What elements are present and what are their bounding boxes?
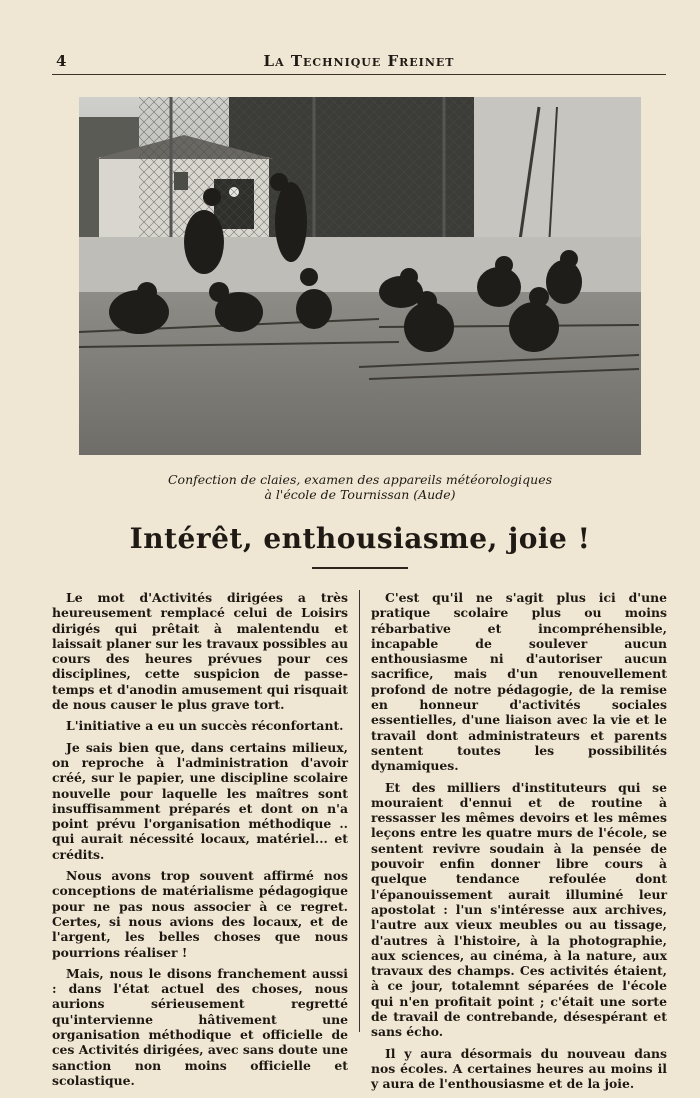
article-headline: Intérêt, enthousiasme, joie ! bbox=[129, 522, 591, 555]
paragraph: Nous avons trop souvent affirmé nos conceptions de matérialisme pédagogique pour ne pas nous associer à ce regret. Certes, si nous avions des locaux, et de l'argent, les belles choses que nous pourrions réaliser ! bbox=[52, 868, 348, 960]
paragraph: Il y aura désormais du nouveau dans nos écoles. A certaines heures au moins il y aura de l'enthousiasme et de la joie. bbox=[371, 1045, 667, 1092]
caption-line-2: à l'école de Tournissan (Aude) bbox=[264, 487, 456, 502]
paragraph: Je sais bien que, dans certains milieux, on reproche à l'administration d'avoir créé, sur le papier, une discipline scolaire nouvelle pour laquelle les maîtres sont insuffisamment préparés et dont on n'a point prévu l'organisation méthodique .. qui aurait nécessité locaux, matériel... et crédits. bbox=[52, 739, 348, 862]
page-number: 4 bbox=[56, 52, 67, 70]
left-column bbox=[52, 590, 348, 1094]
paragraph: C'est qu'il ne s'agit plus ici d'une pratique scolaire plus ou moins rébarbative et incompréhensible, incapable de soulever aucun enthousiasme ni d'autoriser aucun sacrifice, mais d'un renouvellement profond de notre pédagogie, de la remise en honneur d'activités sociales essentielles, d'une liaison avec la vie et le travail dont administrateurs et parents sentent toutes les possibilités dynamiques. bbox=[371, 590, 667, 774]
paragraph: Mais, nous le disons franchement aussi : dans l'état actuel des choses, nous aurions sérieusement regretté qu'intervienne hâtivement une organisation méthodique et officielle de ces Activités dirigées, avec sans doute une sanction non moins officielle et scolastique. bbox=[52, 965, 348, 1088]
paragraph: Le mot d'Activités dirigées a très heureusement remplacé celui de Loisirs dirigés qui prêtait à malentendu et laissait planer sur les travaux possibles au cours des heures prévues pour ces disciplines, cette suspicion de passe-temps et d'anodin amusement qui risquait de nous causer le plus grave tort. bbox=[52, 590, 348, 713]
column-divider bbox=[359, 590, 360, 1032]
running-title: La Technique Freinet bbox=[263, 52, 455, 70]
photograph bbox=[79, 97, 641, 455]
paragraph: Et des milliers d'instituteurs qui se mouraient d'ennui et de routine à ressasser les mêmes devoirs et les mêmes leçons entre les quatre murs de l'école, se sentent revivre soudain à la pensée de pouvoir enfin donner libre cours à quelque tendance refoulée dont l'épanouissement aurait illuminé leur apostolat : l'un s'intéresse aux archives, l'autre aux vieux meubles ou au tissage, d'autres à l'histoire, à la photographie, aux sciences, au cinéma, à la nature, aux travaux des champs. Ces activités étaient, à ce jour, totalemnt séparées de l'école qui n'en profitait point ; c'était une sorte de travail de contrebande, désespérant et sans écho. bbox=[371, 779, 667, 1040]
page-header bbox=[52, 50, 666, 75]
headline-rule bbox=[312, 567, 408, 569]
paragraph: L'initiative a eu un succès réconfortant. bbox=[66, 718, 344, 734]
caption-line-1: Confection de claies, examen des appareils météorologiques bbox=[167, 472, 553, 487]
photo-illustration bbox=[79, 97, 641, 455]
photo-caption bbox=[100, 472, 620, 502]
right-column bbox=[371, 590, 667, 1098]
